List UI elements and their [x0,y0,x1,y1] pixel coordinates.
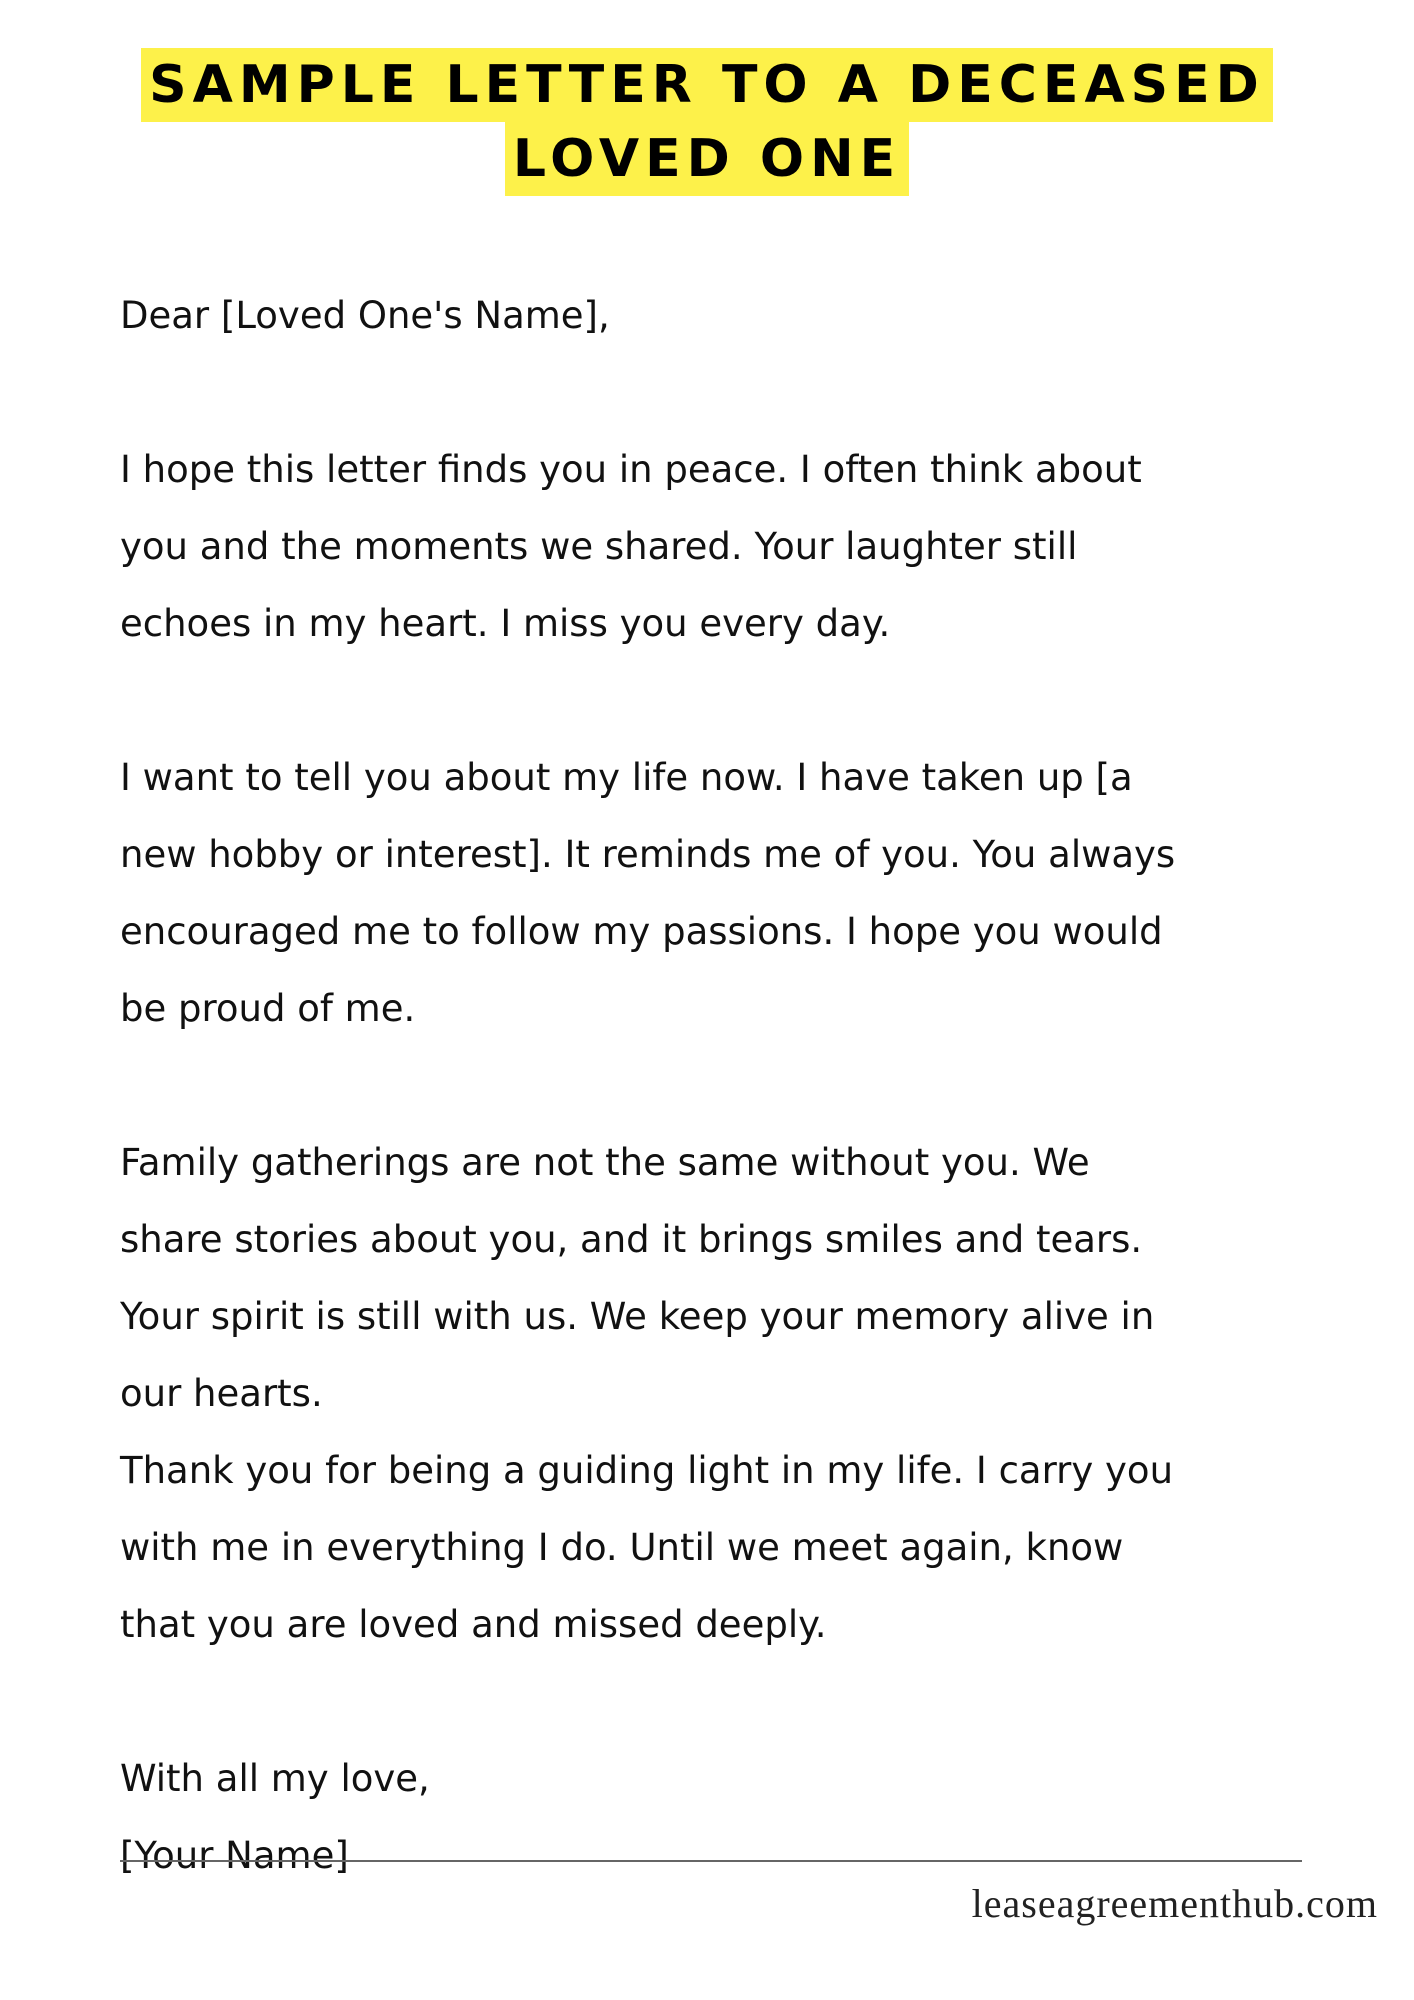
salutation: Dear [Loved One's Name], [120,294,610,337]
paragraph-4-line-2: with me in everything I do. Until we meet again, know [120,1526,1124,1569]
paragraph-2-line-3: encouraged me to follow my passions. I hope you would [120,910,1163,953]
paragraph-3-line-1: Family gatherings are not the same without you. We [120,1141,1090,1184]
paragraph-3-line-2: share stories about you, and it brings smiles and tears. [120,1218,1143,1261]
title-line-2: LOVED ONE [505,122,909,196]
spacer [120,1663,1360,1740]
paragraph-3-line-3: Your spirit is still with us. We keep your memory alive in [120,1295,1155,1338]
paragraph-1-line-1: I hope this letter finds you in peace. I often think about [120,448,1142,491]
page-title [0,48,1414,196]
spacer [120,1047,1360,1124]
signature-placeholder: [Your Name] [120,1834,349,1877]
paragraph-1-line-3: echoes in my heart. I miss you every day. [120,602,891,645]
paragraph-4-line-3: that you are loved and missed deeply. [120,1603,827,1646]
closing: With all my love, [120,1757,430,1800]
paragraph-3-line-4: our hearts. [120,1372,323,1415]
spacer [120,354,1360,431]
letter-body [120,277,1360,1894]
spacer [120,662,1360,739]
footer-website: leaseagreementhub.com [971,1881,1378,1926]
paragraph-1-line-2: you and the moments we shared. Your laughter still [120,525,1078,568]
paragraph-2-line-1: I want to tell you about my life now. I have taken up [a [120,756,1133,799]
paragraph-2-line-4: be proud of me. [120,987,416,1030]
title-line-1: SAMPLE LETTER TO A DECEASED [141,48,1273,122]
signature-line [120,1860,1302,1862]
paragraph-4-line-1: Thank you for being a guiding light in my life. I carry you [120,1449,1174,1492]
paragraph-2-line-2: new hobby or interest]. It reminds me of you. You always [120,833,1176,876]
